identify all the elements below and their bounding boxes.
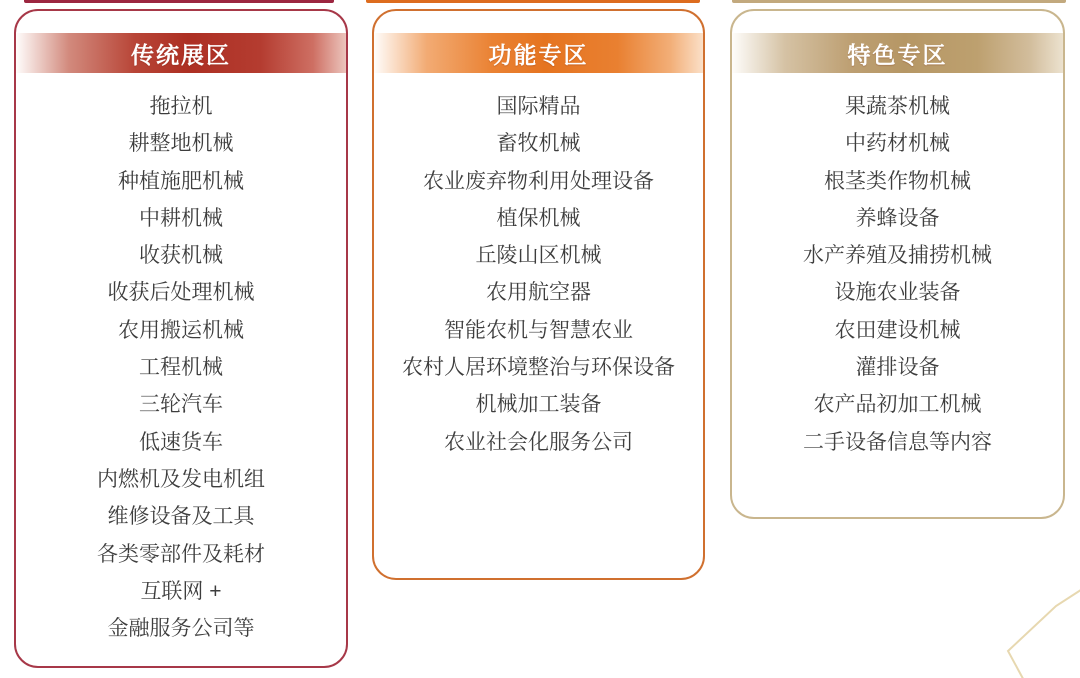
list-item: 灌排设备 xyxy=(855,356,940,380)
card-header-band xyxy=(374,33,703,73)
list-item: 机械加工装备 xyxy=(475,393,602,417)
list-item: 收获机械 xyxy=(139,244,223,268)
clipped-edge-line-tan xyxy=(732,0,1066,3)
list-item: 农村人居环境整治与环保设备 xyxy=(402,356,675,380)
list-item: 植保机械 xyxy=(496,206,581,230)
list-item: 农业废弃物利用处理设备 xyxy=(423,169,654,193)
list-item: 农用航空器 xyxy=(486,281,591,305)
list-item: 养蜂设备 xyxy=(855,206,940,230)
list-item: 智能农机与智慧农业 xyxy=(444,318,633,342)
diamond-outline-decoration xyxy=(985,570,1080,678)
category-list xyxy=(732,88,1063,461)
list-item: 拖拉机 xyxy=(149,95,213,118)
list-item: 农田建设机械 xyxy=(834,318,961,342)
card-traditional-zone xyxy=(14,9,348,668)
list-item: 水产养殖及捕捞机械 xyxy=(803,244,992,268)
list-item: 各类零部件及耗材 xyxy=(97,542,265,566)
list-item: 维修设备及工具 xyxy=(107,505,255,529)
clipped-edge-line-orange xyxy=(366,0,700,3)
list-item: 内燃机及发电机组 xyxy=(97,467,265,491)
card-title: 功能专区 xyxy=(488,41,589,68)
list-item: 金融服务公司等 xyxy=(107,617,255,641)
card-title: 传统展区 xyxy=(131,41,231,68)
list-item: 三轮汽车 xyxy=(139,393,223,417)
list-item: 低速货车 xyxy=(139,430,223,454)
list-item: 种植施肥机械 xyxy=(118,169,244,193)
list-item: 设施农业装备 xyxy=(834,281,961,305)
list-item: 畜牧机械 xyxy=(496,132,581,156)
category-list xyxy=(16,88,346,647)
card-header-band xyxy=(16,33,346,73)
list-item: 农业社会化服务公司 xyxy=(444,430,633,454)
card-functional-zone xyxy=(372,9,705,580)
list-item: 国际精品 xyxy=(496,95,581,118)
card-title: 特色专区 xyxy=(847,41,948,68)
list-item: 中药材机械 xyxy=(845,132,950,156)
list-item: 耕整地机械 xyxy=(128,132,234,156)
list-item: 丘陵山区机械 xyxy=(475,244,602,268)
category-list xyxy=(374,88,703,461)
list-item: 互联网 + xyxy=(140,579,222,603)
list-item: 二手设备信息等内容 xyxy=(803,430,992,454)
list-item: 工程机械 xyxy=(139,356,223,380)
list-item: 收获后处理机械 xyxy=(107,281,255,305)
list-item: 果蔬茶机械 xyxy=(845,95,950,118)
list-item: 中耕机械 xyxy=(139,206,223,230)
list-item: 根茎类作物机械 xyxy=(824,169,971,193)
list-item: 农产品初加工机械 xyxy=(813,393,982,417)
clipped-edge-line-red xyxy=(24,0,334,3)
card-special-zone xyxy=(730,9,1065,519)
card-header-band xyxy=(732,33,1063,73)
list-item: 农用搬运机械 xyxy=(118,318,244,342)
